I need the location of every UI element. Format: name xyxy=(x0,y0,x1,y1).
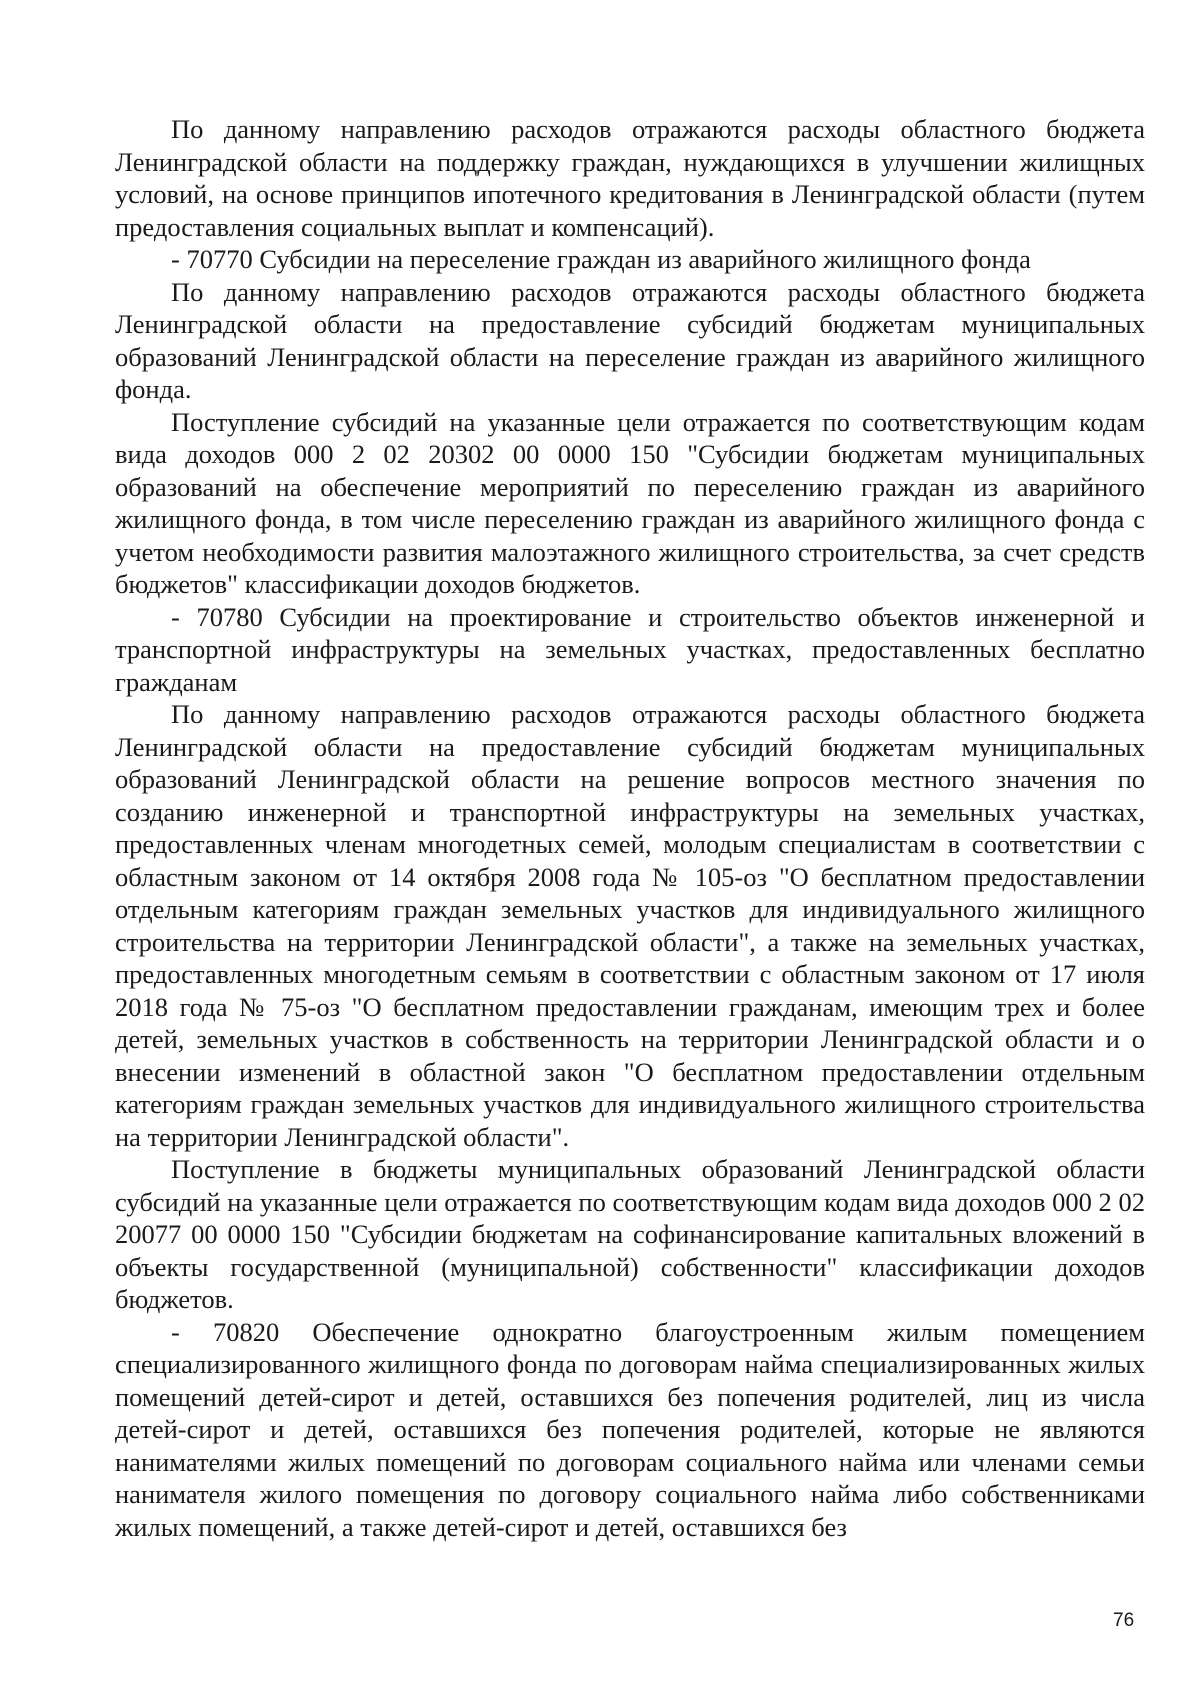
heading-70770: - 70770 Субсидии на переселение граждан из аварийного жилищного фонда xyxy=(171,244,1031,274)
paragraph-70780-income-codes: Поступление в бюджеты муниципальных образований Ленинградской области субсидий на указанные цели отражается по соответствующим кодам вида доходов 000 2 02 20077 00 0000 150 "Субсидии бюджетам на софинансирование капитальных вложений в объекты государственной (муниципальной) собственности" классификации доходов бюджетов. xyxy=(115,1154,1145,1314)
heading-70820: - 70820 Обеспечение однократно благоустроенным жилым помещением специализированного жилищного фонда по договорам найма специализированных жилых помещений детей-сирот и детей, оставшихся без попечения родителей, лиц из числа детей-сирот и детей, оставшихся без попечения родителей, которые не являются нанимателями жилых помещений по договорам социального найма или членами семьи нанимателя жилого помещения по договору социального найма либо собственниками жилых помещений, а также детей-сирот и детей, оставшихся без xyxy=(115,1316,1145,1542)
heading-70780: - 70780 Субсидии на проектирование и строительство объектов инженерной и транспортной инфраструктуры на земельных участках, предоставленных бесплатно гражданам xyxy=(115,601,1145,697)
paragraph-70770-description: По данному направлению расходов отражаются расходы областного бюджета Ленинградской области на предоставление субсидий бюджетам муниципальных образований Ленинградской области на переселение граждан из аварийного жилищного фонда. xyxy=(115,276,1145,404)
paragraph-mortgage-support: По данному направлению расходов отражаются расходы областного бюджета Ленинградской области на поддержку граждан, нуждающихся в улучшении жилищных условий, на основе принципов ипотечного кредитования в Ленинградской области (путем предоставления социальных выплат и компенсаций). xyxy=(115,114,1145,242)
paragraph-70770-income-codes: Поступление субсидий на указанные цели отражается по соответствующим кодам вида доходов 000 2 02 20302 00 0000 150 "Субсидии бюджетам муниципальных образований на обеспечение мероприятий по переселению граждан из аварийного жилищного фонда, в том числе переселению граждан из аварийного жилищного фонда с учетом необходимости развития малоэтажного жилищного строительства, за счет средств бюджетов" классификации доходов бюджетов. xyxy=(115,406,1145,599)
paragraph-70780-description: По данному направлению расходов отражаются расходы областного бюджета Ленинградской области на предоставление субсидий бюджетам муниципальных образований Ленинградской области на решение вопросов местного значения по созданию инженерной и транспортной инфраструктуры на земельных участках, предоставленных членам многодетных семей, молодым специалистам в соответствии с областным законом от 14 октября 2008 года № 105-оз "О бесплатном предоставлении отдельным категориям граждан земельных участков для индивидуального жилищного строительства на территории Ленинградской области", а также на земельных участках, предоставленных многодетным семьям в соответствии с областным законом от 17 июля 2018 года № 75-оз "О бесплатном предоставлении гражданам, имеющим трех и более детей, земельных участков в собственность на территории Ленинградской области и о внесении изменений в областной закон "О бесплатном предоставлении отдельным категориям граждан земельных участков для индивидуального жилищного строительства на территории Ленинградской области". xyxy=(115,699,1145,1152)
page-number: 76 xyxy=(1113,1610,1135,1631)
document-body xyxy=(115,113,1145,1543)
